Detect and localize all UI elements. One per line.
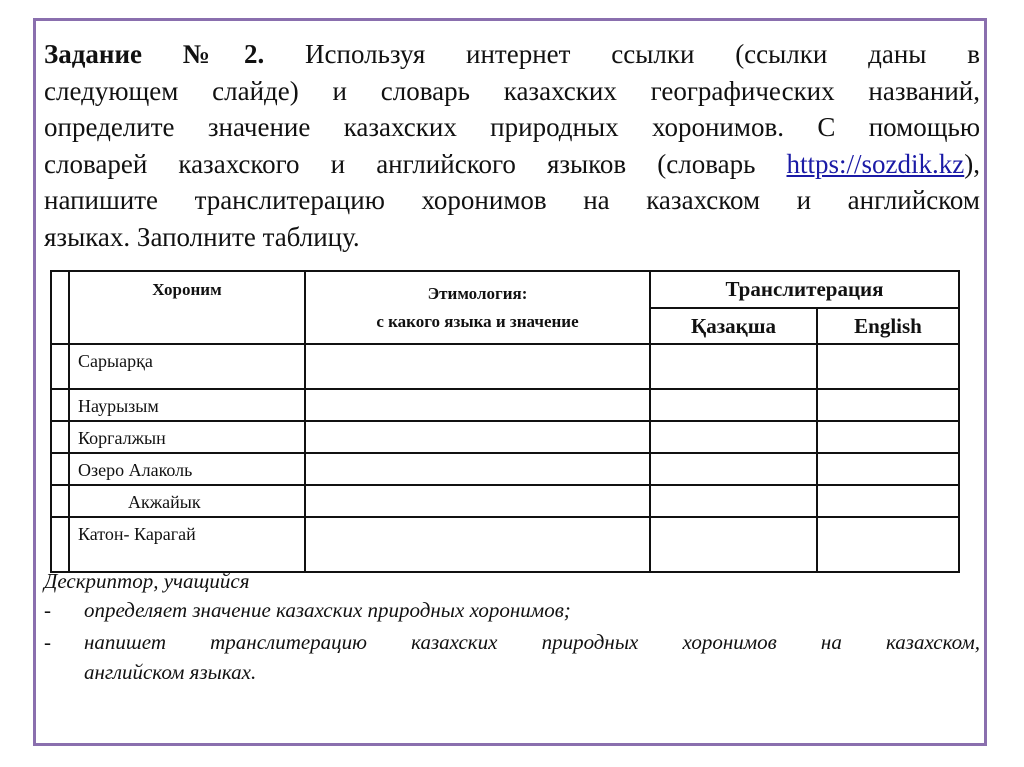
task-line-1: [44, 36, 980, 72]
descriptor-title: Дескриптор, учащийся: [44, 569, 250, 593]
header-english: English: [817, 308, 959, 344]
header-etymology-line1: Этимология:: [427, 284, 528, 303]
choronym-cell: Сарыарқа: [69, 344, 305, 389]
english-cell[interactable]: [817, 517, 959, 572]
english-cell[interactable]: [817, 485, 959, 517]
header-choronym: Хороним: [69, 271, 305, 344]
choronym-cell: Катон- Карагай: [69, 517, 305, 572]
etymology-cell[interactable]: [305, 344, 650, 389]
english-cell[interactable]: [817, 421, 959, 453]
task-line-5: напишите транслитерацию хоронимов на казахском и английском: [44, 185, 980, 215]
kazakh-cell[interactable]: [650, 421, 817, 453]
descriptor-item: напишет транслитерацию казахских природных хоронимов на казахском,: [84, 630, 980, 654]
table-row: [51, 421, 959, 453]
task-label: Задание №2.: [44, 39, 265, 69]
choronym-cell: Акжайык: [69, 485, 305, 517]
etymology-cell[interactable]: [305, 453, 650, 485]
header-kazakh: Қазақша: [650, 308, 817, 344]
choronym-cell: Коргалжын: [69, 421, 305, 453]
descriptor-item: определяет значение казахских природных хоронимов;: [84, 598, 571, 622]
english-cell[interactable]: [817, 389, 959, 421]
task-line-3: определите значение казахских природных хоронимов. С помощью: [44, 112, 980, 142]
bullet-dash: -: [44, 598, 51, 622]
table-row: [51, 453, 959, 485]
choronym-cell: Наурызым: [69, 389, 305, 421]
task-line-2: следующем слайде) и словарь казахских географических названий,: [44, 76, 980, 106]
task-text: ),: [964, 149, 980, 179]
kazakh-cell[interactable]: [650, 517, 817, 572]
etymology-cell[interactable]: [305, 517, 650, 572]
table-row: [51, 485, 959, 517]
index-cell: [51, 271, 69, 344]
table-row: [51, 389, 959, 421]
task-text: словарей казахского и английского языков (словарь: [44, 149, 787, 179]
header-etymology-line2: с какого языка и значение: [376, 312, 579, 331]
descriptor-item-cont: английском языках.: [84, 660, 257, 684]
table-row: [51, 344, 959, 389]
english-cell[interactable]: [817, 453, 959, 485]
english-cell[interactable]: [817, 344, 959, 389]
choronym-cell: Озеро Алаколь: [69, 453, 305, 485]
task-line-6: языках. Заполните таблицу.: [44, 222, 360, 252]
task-line-4: [44, 146, 980, 182]
kazakh-cell[interactable]: [650, 389, 817, 421]
header-translit: Транслитерация: [650, 271, 959, 308]
choronym-table: [50, 270, 960, 573]
table-row: [51, 517, 959, 572]
etymology-cell[interactable]: [305, 485, 650, 517]
task-text: Используя интернет ссылки (ссылки даны в: [264, 39, 980, 69]
bullet-dash: -: [44, 630, 51, 654]
etymology-cell[interactable]: [305, 421, 650, 453]
kazakh-cell[interactable]: [650, 344, 817, 389]
kazakh-cell[interactable]: [650, 453, 817, 485]
etymology-cell[interactable]: [305, 389, 650, 421]
header-etymology: [305, 271, 650, 344]
kazakh-cell[interactable]: [650, 485, 817, 517]
sozdik-link[interactable]: https://sozdik.kz: [786, 149, 965, 179]
